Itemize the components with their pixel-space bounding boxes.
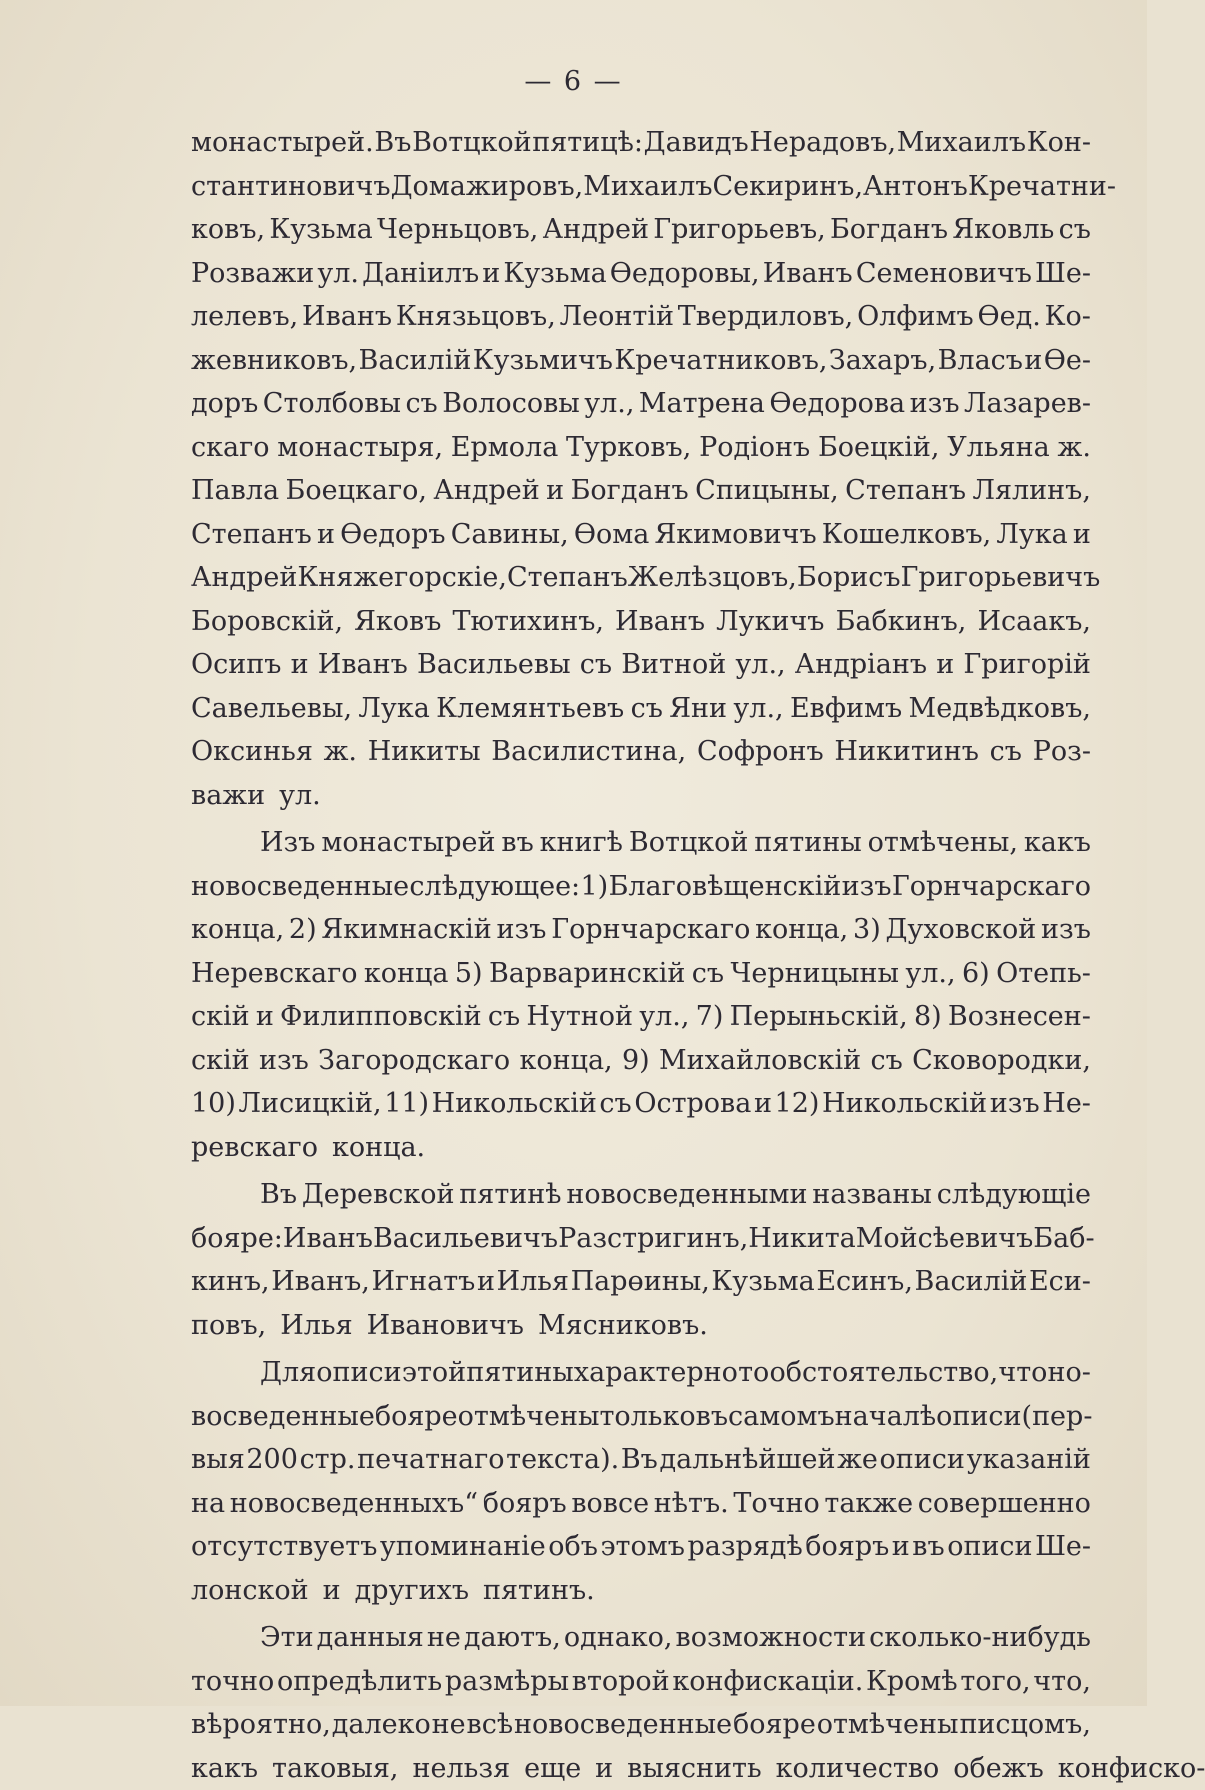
text-line: Андрей Княжегорскіе, Степанъ Желѣзцовъ, Борисъ Григорьевичъ — [191, 556, 1091, 600]
text-line: жевниковъ, Василій Кузьмичъ Кречатниковъ, Захаръ, Власъ и Өе- — [191, 339, 1091, 383]
text-line: повъ, Илья Ивановичъ Мясниковъ. — [191, 1304, 1091, 1348]
text-line: Неревскаго конца 5) Варваринскій съ Черницыны ул., 6) Отепь- — [191, 952, 1091, 996]
text-line: стантиновичъ Домажировъ, Михаилъ Секиринъ, Антонъ Кречатни- — [191, 165, 1091, 209]
paragraph — [191, 1351, 1091, 1612]
text-line: вѣроятно, далеко не всѣ новосведенные бояре отмѣчены писцомъ, — [191, 1703, 1091, 1747]
paragraph — [191, 121, 1091, 817]
text-line: доръ Столбовы съ Волосовы ул., Матрена Өедорова изъ Лазарев- — [191, 382, 1091, 426]
text-line: Эти данныя не даютъ, однако, возможности сколько-нибудь — [191, 1616, 1091, 1660]
text-line: выя 200 стр. печатнаго текста). Въ дальнѣйшей же описи указаній — [191, 1438, 1091, 1482]
paragraph — [191, 1173, 1091, 1347]
text-line: Изъ монастырей въ книгѣ Вотцкой пятины отмѣчены, какъ — [191, 821, 1091, 865]
text-line: восведенные бояре отмѣчены только въ самомъ началѣ описи (пер- — [191, 1395, 1091, 1439]
text-line: на новосведенныхъ“ бояръ вовсе нѣтъ. Точно также совершенно — [191, 1482, 1091, 1526]
text-line: Боровскій, Яковъ Тютихинъ, Иванъ Лукичъ Бабкинъ, Исаакъ, — [191, 600, 1091, 644]
paragraph — [191, 1616, 1091, 1790]
text-line: новосведенные слѣдующее: 1) Благовѣщенскій изъ Горнчарскаго — [191, 865, 1091, 909]
text-line: скій изъ Загородскаго конца, 9) Михайловскій съ Сковородки, — [191, 1039, 1091, 1083]
body-text — [191, 121, 1091, 1790]
text-line: Степанъ и Өедоръ Савины, Өома Якимовичъ Кошелковъ, Лука и — [191, 513, 1091, 557]
text-line: монастырей. Въ Вотцкой пятицѣ: Давидъ Нерадовъ, Михаилъ Кон- — [191, 121, 1091, 165]
text-line: Осипъ и Иванъ Васильевы съ Витной ул., Андріанъ и Григорій — [191, 643, 1091, 687]
text-line: точно опредѣлить размѣры второй конфискаціи. Кромѣ того, что, — [191, 1660, 1091, 1704]
text-line: отсутствуетъ упоминаніе объ этомъ разрядѣ бояръ и въ описи Ше- — [191, 1525, 1091, 1569]
paragraph — [191, 821, 1091, 1169]
text-line: какъ таковыя, нельзя еще и выяснить количество обежъ конфиско- — [191, 1747, 1091, 1790]
text-line: конца, 2) Якимнаскій изъ Горнчарскаго конца, 3) Духовской изъ — [191, 908, 1091, 952]
text-line: кинъ, Иванъ, Игнатъ и Илья Парөины, Кузьма Есинъ, Василій Еси- — [191, 1260, 1091, 1304]
text-line: Розважи ул. Даніилъ и Кузьма Өедоровы, Иванъ Семеновичъ Ше- — [191, 252, 1091, 296]
text-line: ревскаго конца. — [191, 1126, 1091, 1170]
text-line: скаго монастыря, Ермола Турковъ, Родіонъ Боецкій, Ульяна ж. — [191, 426, 1091, 470]
text-line: важи ул. — [191, 774, 1091, 818]
text-line: бояре: Иванъ Васильевичъ Разстригинъ, Никита Мойсѣевичъ Баб- — [191, 1217, 1091, 1261]
text-line: Оксинья ж. Никиты Василистина, Софронъ Никитинъ съ Роз- — [191, 730, 1091, 774]
page-number: — 6 — — [0, 66, 1147, 97]
text-line: Павла Боецкаго, Андрей и Богданъ Спицыны, Степанъ Лялинъ, — [191, 469, 1091, 513]
text-line: Въ Деревской пятинѣ новосведенными названы слѣдующіе — [191, 1173, 1091, 1217]
text-line: скій и Филипповскій съ Нутной ул., 7) Перыньскій, 8) Вознесен- — [191, 995, 1091, 1039]
text-line: лонской и другихъ пятинъ. — [191, 1569, 1091, 1613]
text-line: 10) Лисицкій, 11) Никольскій съ Острова и 12) Никольскій изъ Не- — [191, 1082, 1091, 1126]
text-line: лелевъ, Иванъ Князьцовъ, Леонтій Твердиловъ, Олфимъ Өед. Ко- — [191, 295, 1091, 339]
text-line: Для описи этой пятины характерно то обстоятельство, что но- — [191, 1351, 1091, 1395]
text-line: ковъ, Кузьма Черньцовъ, Андрей Григорьевъ, Богданъ Яковль съ — [191, 208, 1091, 252]
text-line: Савельевы, Лука Клемянтьевъ съ Яни ул., Евфимъ Медвѣдковъ, — [191, 687, 1091, 731]
